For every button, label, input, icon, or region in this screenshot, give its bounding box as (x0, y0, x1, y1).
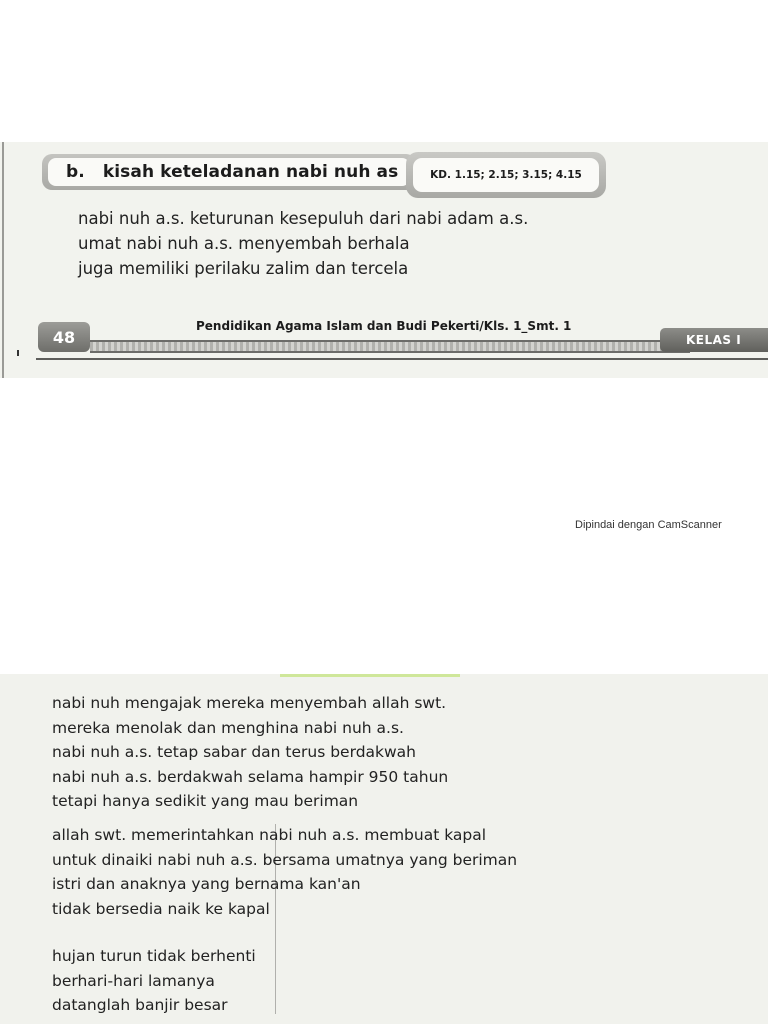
text-line: tidak bersedia naik ke kapal (52, 899, 270, 918)
margin-mark (17, 350, 19, 356)
text-line: untuk dinaiki nabi nuh a.s. bersama umatnya yang beriman (52, 850, 518, 869)
story-paragraph-2 (52, 823, 517, 921)
kd-label: KD. 1.15; 2.15; 3.15; 4.15 (413, 158, 599, 192)
section-letter: b. (66, 162, 85, 182)
text-line: allah swt. memerintahkan nabi nuh a.s. membuat kapal (52, 826, 487, 844)
section-heading-box (42, 154, 416, 190)
scanned-page-top (0, 142, 768, 378)
page-footer-bar (36, 336, 768, 356)
text-line: nabi nuh a.s. berdakwah selama hampir 950 tahun (52, 767, 449, 786)
page-edge-line (2, 142, 4, 378)
text-line: umat nabi nuh a.s. menyembah berhala (78, 234, 410, 253)
book-title: Pendidikan Agama Islam dan Budi Pekerti/Kls. 1_Smt. 1 (196, 319, 572, 333)
kd-badge (406, 152, 606, 198)
text-line: datanglah banjir besar (52, 996, 228, 1014)
intro-text (78, 206, 528, 281)
footer-underline (36, 358, 768, 360)
text-line: berhari-hari lamanya (52, 971, 215, 990)
scan-edge-tint (280, 674, 460, 677)
footer-band (90, 340, 690, 353)
text-line: juga memiliki perilaku zalim dan tercela (78, 259, 409, 278)
page-number-badge: 48 (38, 322, 90, 352)
text-line: nabi nuh a.s. keturunan kesepuluh dari nabi adam a.s. (78, 209, 529, 228)
text-line: hujan turun tidak berhenti (52, 947, 256, 965)
text-line: mereka menolak dan menghina nabi nuh a.s. (52, 718, 404, 737)
text-line: tetapi hanya sedikit yang mau beriman (52, 792, 359, 810)
text-line: nabi nuh mengajak mereka menyembah allah swt. (52, 694, 447, 712)
scanner-watermark: Dipindai dengan CamScanner (575, 519, 722, 531)
text-line: nabi nuh a.s. tetap sabar dan terus berdakwah (52, 743, 417, 761)
story-paragraph-1 (52, 691, 448, 814)
scanned-page-bottom (0, 674, 768, 1024)
story-paragraph-3 (52, 944, 256, 1018)
section-title: kisah keteladanan nabi nuh as (102, 162, 399, 182)
text-line: istri dan anaknya yang bernama kan'an (52, 875, 361, 893)
class-tab: KELAS I (660, 328, 768, 352)
